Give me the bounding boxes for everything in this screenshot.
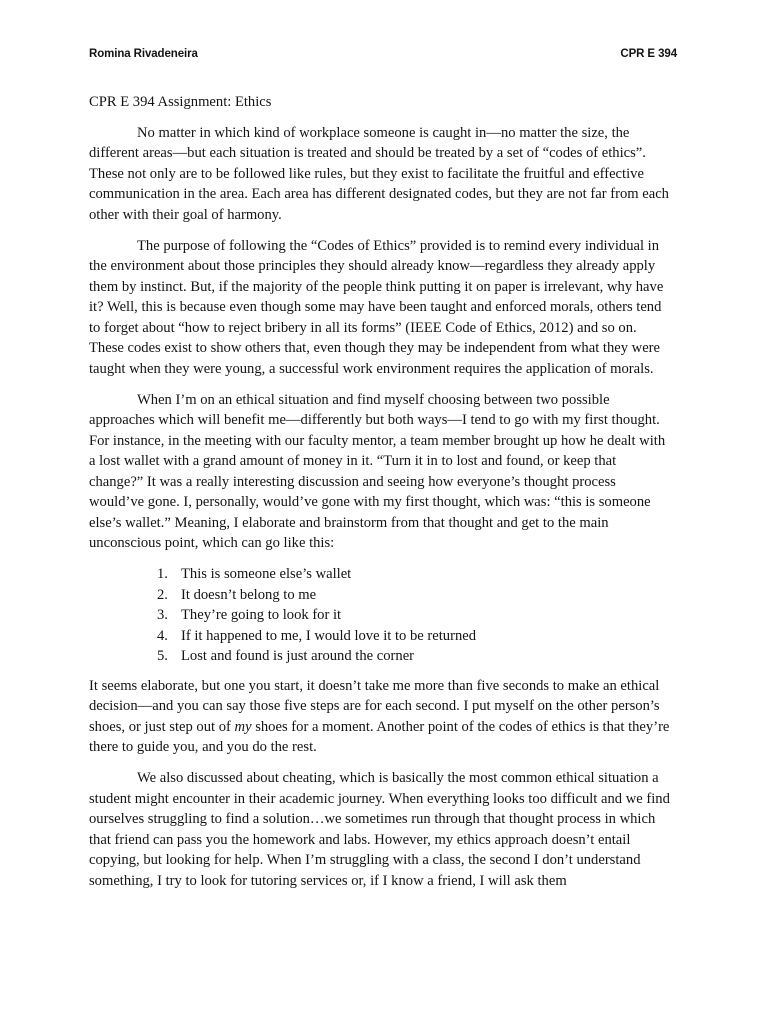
list-item [89,626,673,647]
list-item-number: 1. [157,566,168,582]
list-item-text: This is someone else’s wallet [181,566,352,582]
list-item-number: 4. [157,627,168,644]
paragraph-4-text-b: shoes for a moment. Another point of the codes of ethics is that they’re there to guide you, and you do the rest. [89,718,670,755]
list-item [89,564,673,585]
paragraph-2: The purpose of following the “Codes of Ethics” provided is to remind every individual in the environment about those principles they should already know—regardless they already apply them by instinct. But, if the majority of the people think putting it on paper is irrelevant, why have it? Well, this is because even though some may have been taught and enforced morals, others tend to forget about “how to reject bribery in all its forms” (IEEE Code of Ethics, 2012) and so on. These codes exist to show others that, even though they may be independent from what they were taught when they were young, a successful work environment requires the application of morals. [89,237,664,377]
list-item-text: Lost and found is just around the corner [181,648,415,664]
list-item-number: 5. [157,648,168,664]
document-body [89,92,673,902]
list-item [89,605,673,626]
paragraph-3: When I’m on an ethical situation and find myself choosing between two possible approaches which will benefit me—differently but both ways—I tend to go with my first thought. For instance, in the meeting with our faculty mentor, a team member brought up how he dealt with a lost wallet with a grand amount of money in it. “Turn it in to lost and found, or keep that change?” It was a really interesting discussion and seeing how everyone’s thought process would’ve gone. I, personally, would’ve gone with my first thought, which was: “this is someone else’s wallet.” Meaning, I elaborate and brainstorm from that thought and get to the main unconscious point, which can go like this: [89,391,666,551]
paragraph-4 [89,676,673,758]
list-item-text: They’re going to look for it [181,607,342,623]
paragraph-5: We also discussed about cheating, which is basically the most common ethical situation a student might encounter in their academic journey. When everything looks too difficult and we find ourselves struggling to find a solution…we sometimes run through that thought process in which that friend can pass you the homework and labs. However, my ethics approach doesn’t entail copying, but looking for help. When I’m struggling with a class, the second I don’t understand something, I try to look for tutoring services or, if I know a friend, I will ask them [89,770,670,889]
list-item-text: If it happened to me, I would love it to be returned [181,627,477,644]
list-item [89,585,673,606]
list-item-number: 3. [157,607,168,623]
list-item-text: It doesn’t belong to me [181,586,317,603]
document-title: CPR E 394 Assignment: Ethics [89,94,272,110]
steps-list [89,564,673,667]
paragraph-4-text-a: It seems elaborate, but one you start, it doesn’t take me more than five seconds to make an ethical decision—and you can say those five steps are for each second. I put myself on the other person’s shoes, or just step out of [89,677,660,735]
list-item [89,646,673,667]
header-author: Romina Rivadeneira [89,48,198,60]
page-header [89,48,677,64]
list-item-number: 2. [157,586,168,603]
paragraph-1: No matter in which kind of workplace someone is caught in—no matter the size, the different areas—but each situation is treated and should be treated by a set of “codes of ethics”. These not only are to be followed like rules, but they exist to facilitate the fruitful and effective communication in the area. Each area has different designated codes, but they are not far from each other with their goal of harmony. [89,124,669,223]
header-course: CPR E 394 [620,48,677,60]
paragraph-4-emphasis: my [234,718,252,735]
